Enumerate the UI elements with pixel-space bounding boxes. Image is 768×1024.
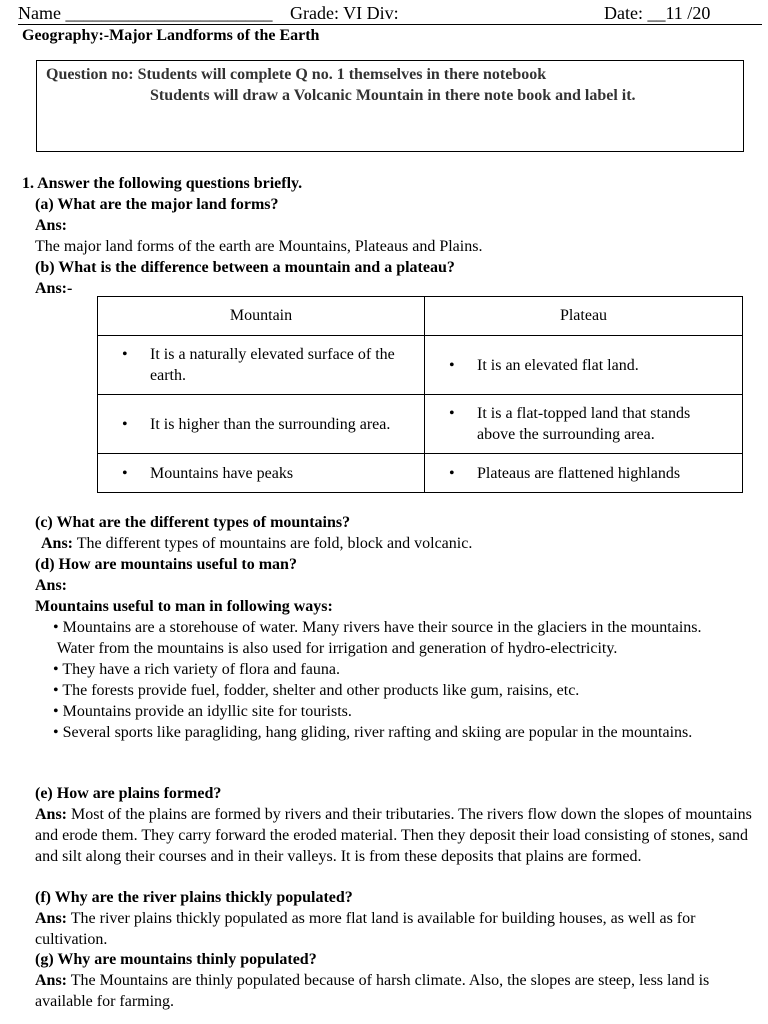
table-row xyxy=(98,336,743,395)
name-field: Name _______________________ xyxy=(18,3,273,23)
answer-g-label: Ans: xyxy=(35,972,68,989)
answer-f xyxy=(35,908,763,950)
list-item: • They have a rich variety of flora and fauna. xyxy=(53,661,340,678)
question-c: (c) What are the different types of mountains? xyxy=(35,514,351,531)
cell-text: It is an elevated flat land. xyxy=(477,356,639,374)
cell-text: Plateaus are flattened highlands xyxy=(477,464,681,482)
answer-g xyxy=(35,970,763,1012)
table-cell xyxy=(425,336,743,395)
list-item: • Several sports like paragliding, hang gliding, river rafting and skiing are popular in the mountains. xyxy=(53,724,693,741)
mountain-plateau-table xyxy=(97,296,743,493)
list-item: • Mountains provide an idyllic site for tourists. xyxy=(53,703,352,720)
answer-b-label: Ans:- xyxy=(35,280,73,297)
question-box-line-1: Question no: Students will complete Q no. 1 themselves in there notebook xyxy=(46,66,547,83)
cell-text: It is a flat-topped land that stands above the surrounding area. xyxy=(477,405,691,443)
bullet-icon: • xyxy=(449,405,455,422)
answer-a-label: Ans: xyxy=(35,217,68,234)
cell-text: Mountains have peaks xyxy=(150,464,294,482)
question-b: (b) What is the difference between a mountain and a plateau? xyxy=(35,259,455,276)
answer-c-text: The different types of mountains are fold, block and volcanic. xyxy=(76,535,473,552)
table-cell xyxy=(425,395,743,454)
table-cell xyxy=(98,454,425,493)
table-header-mountain: Mountain xyxy=(98,297,425,336)
question-box xyxy=(36,60,744,152)
answer-c xyxy=(41,533,472,554)
question-box-line-2: Students will draw a Volcanic Mountain in there note book and label it. xyxy=(150,87,636,104)
table-cell xyxy=(98,395,425,454)
list-item: • Mountains are a storehouse of water. Many rivers have their source in the glaciers in the mountains. xyxy=(53,619,702,636)
bullet-icon: • xyxy=(449,464,455,482)
date-field: Date: __11 /20 xyxy=(604,3,711,23)
mountain-uses-list xyxy=(53,617,753,743)
table-row xyxy=(98,395,743,454)
question-1-heading: 1. Answer the following questions briefly. xyxy=(22,175,303,192)
answer-e-label: Ans: xyxy=(35,806,68,823)
question-g: (g) Why are mountains thinly populated? xyxy=(35,951,317,968)
table-cell xyxy=(425,454,743,493)
answer-f-label: Ans: xyxy=(35,910,68,927)
worksheet-header xyxy=(18,2,762,25)
answer-a-text: The major land forms of the earth are Mountains, Plateaus and Plains. xyxy=(35,238,483,255)
table-row xyxy=(98,454,743,493)
answer-d-intro: Mountains useful to man in following ways: xyxy=(35,598,333,615)
answer-g-text: The Mountains are thinly populated because of harsh climate. Also, the slopes are steep, less land is available for farming. xyxy=(35,972,710,1010)
question-a: (a) What are the major land forms? xyxy=(35,196,279,213)
list-item: Water from the mountains is also used for irrigation and generation of hydro-electricity. xyxy=(53,640,618,657)
subject-title: Geography:-Major Landforms of the Earth xyxy=(22,27,320,44)
cell-text: It is a naturally elevated surface of the earth. xyxy=(150,346,395,384)
grade-field: Grade: VI Div: xyxy=(290,3,399,23)
list-item: • The forests provide fuel, fodder, shelter and other products like gum, raisins, etc. xyxy=(53,682,580,699)
answer-e xyxy=(35,804,763,867)
bullet-icon: • xyxy=(122,464,128,482)
answer-d-label: Ans: xyxy=(35,577,68,594)
answer-f-text: The river plains thickly populated as more flat land is available for building houses, as well as for cultivation. xyxy=(35,910,696,948)
bullet-icon: • xyxy=(122,415,128,433)
answer-e-text: Most of the plains are formed by rivers and their tributaries. The rivers flow down the slopes of mountains and erode them. They carry forward the eroded material. Then they deposit their load consisting of stones, sand and silt along their courses and in their valleys. It is from these deposits that plains are formed. xyxy=(35,806,752,865)
bullet-icon: • xyxy=(122,346,128,363)
table-cell xyxy=(98,336,425,395)
question-e: (e) How are plains formed? xyxy=(35,785,222,802)
table-header-plateau: Plateau xyxy=(425,297,743,336)
question-f: (f) Why are the river plains thickly populated? xyxy=(35,889,353,906)
cell-text: It is higher than the surrounding area. xyxy=(150,415,391,433)
question-d: (d) How are mountains useful to man? xyxy=(35,556,297,573)
bullet-icon: • xyxy=(449,356,455,374)
answer-c-label: Ans: xyxy=(41,535,74,552)
